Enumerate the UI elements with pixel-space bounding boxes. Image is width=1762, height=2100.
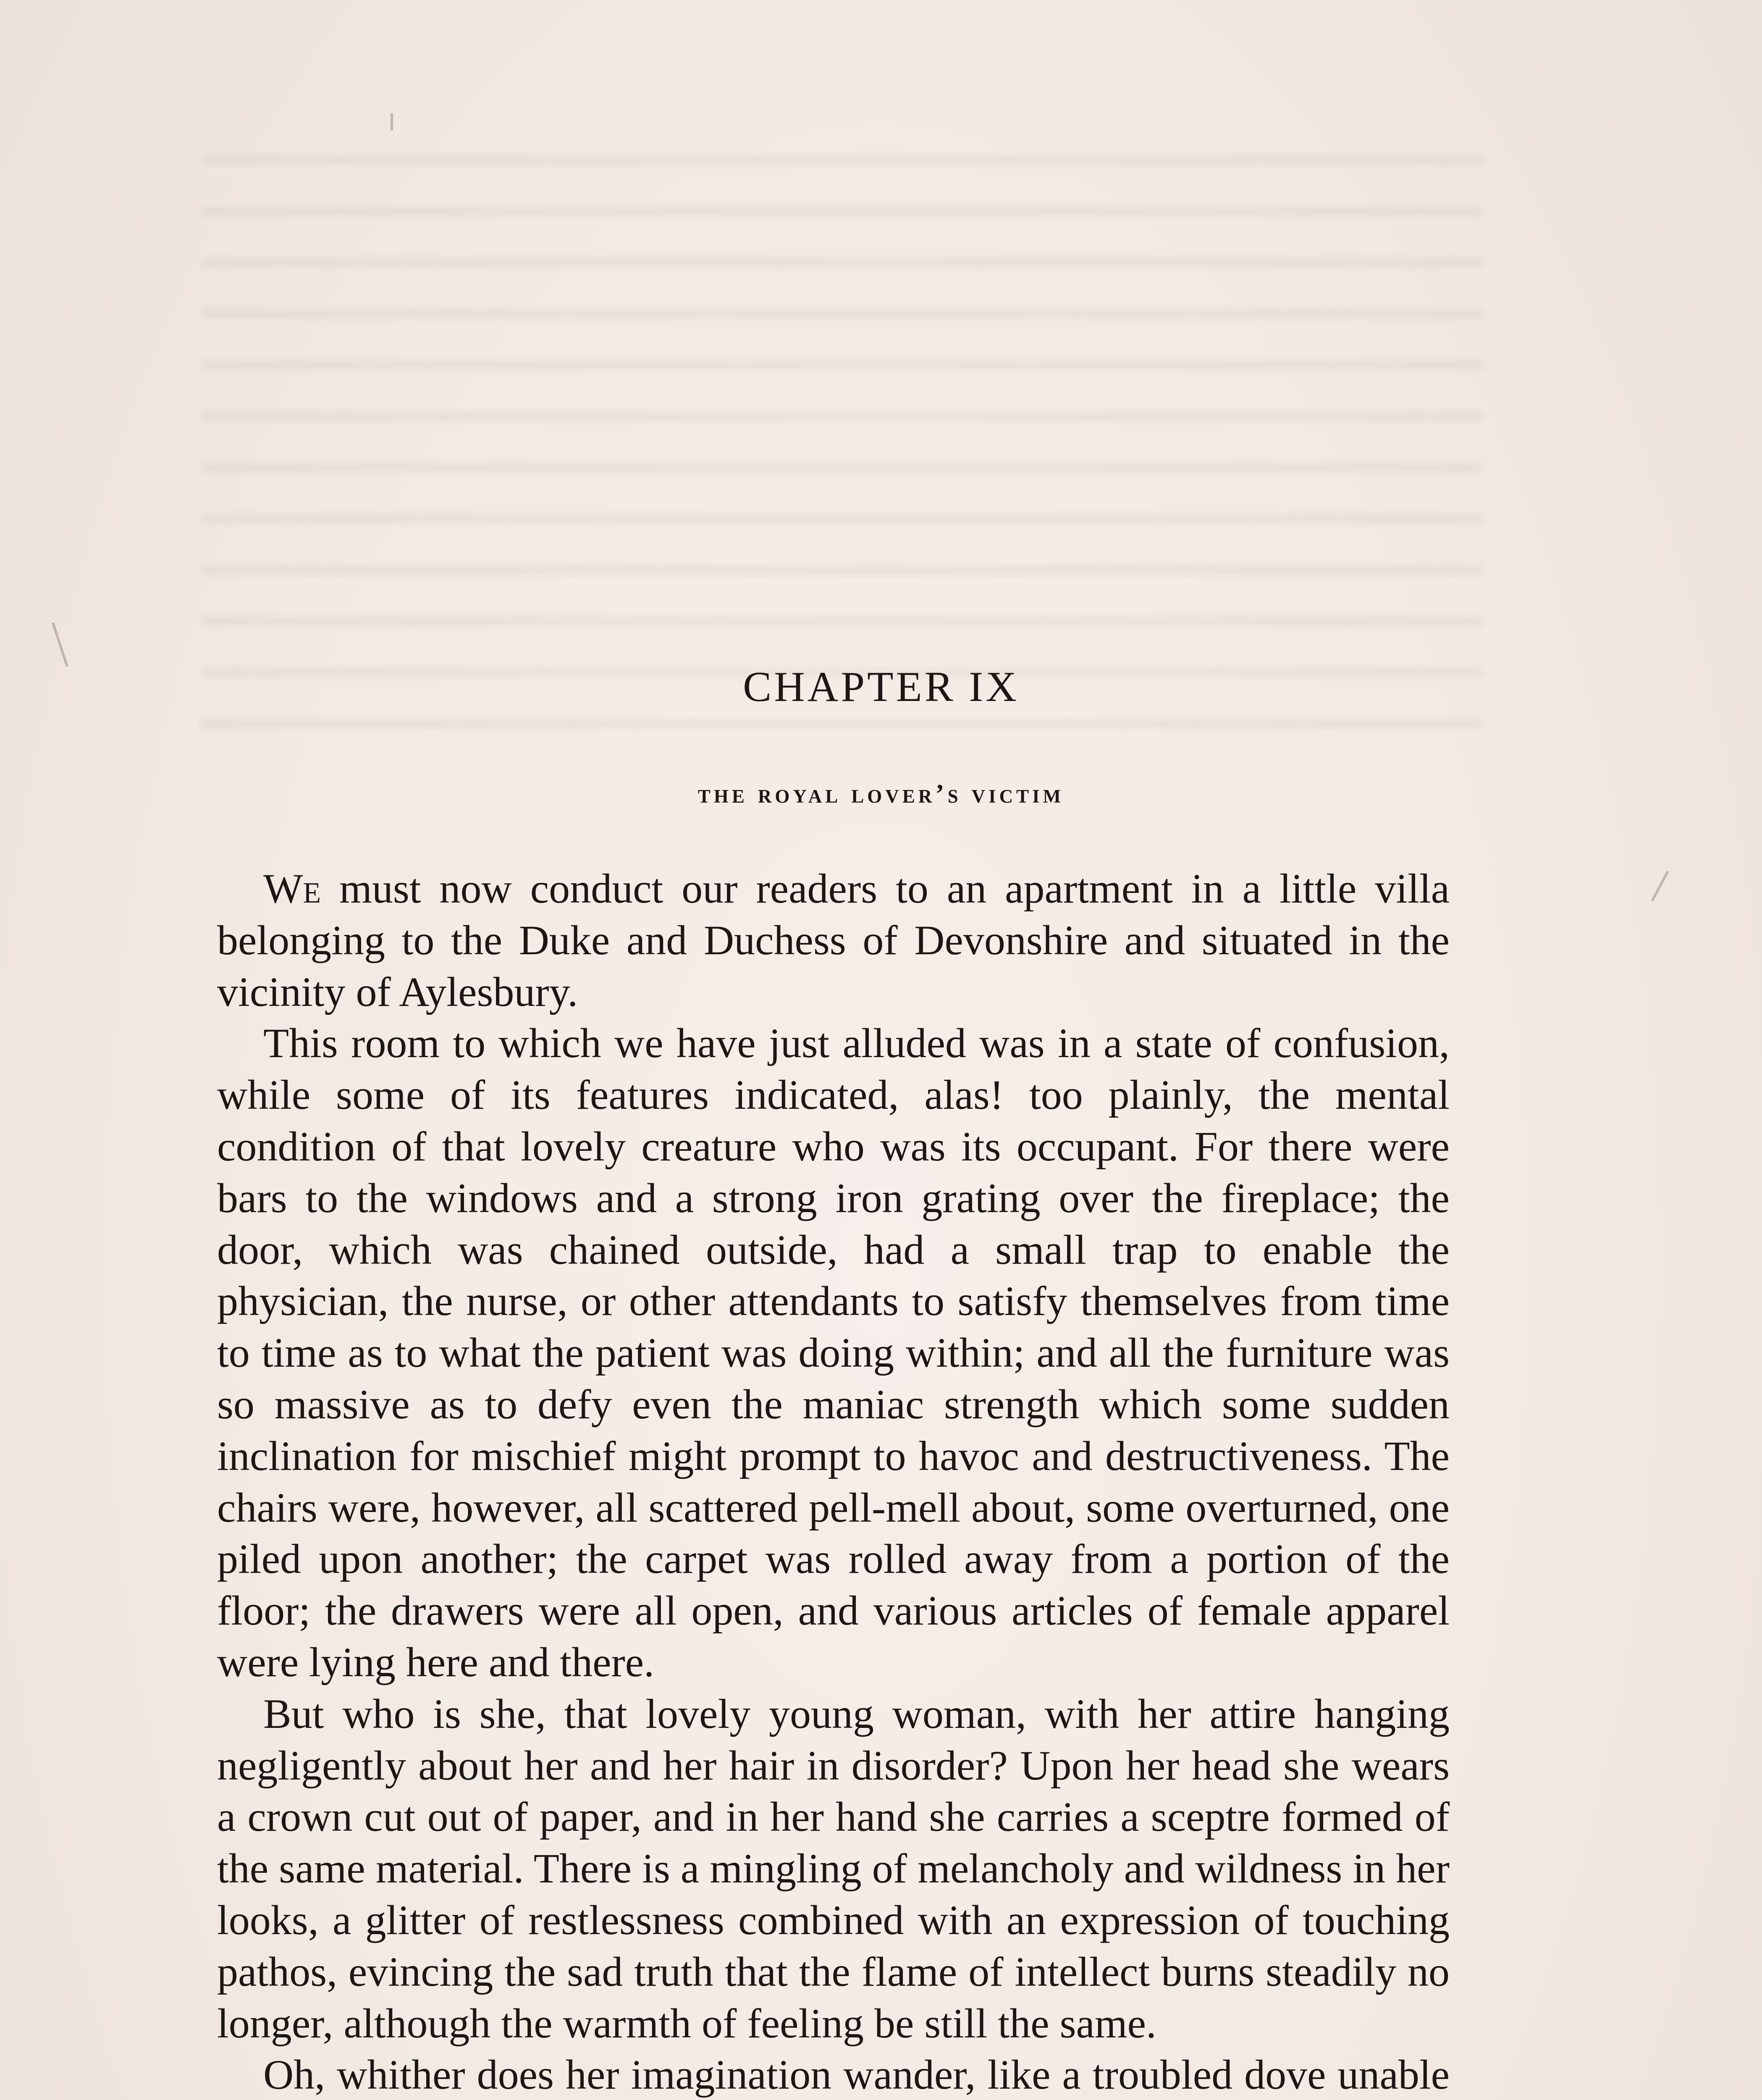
paragraph-text: Oh, whither does her imagination wander, like a troubled dove unable (263, 2051, 1450, 2098)
paragraph (217, 863, 1450, 1018)
paper-mark (1651, 871, 1669, 901)
paragraph (217, 1018, 1450, 1688)
paragraph (217, 1688, 1450, 2050)
chapter-body (217, 863, 1450, 2100)
paper-mark (391, 113, 393, 130)
chapter-subtitle: the royal lover’s victim (697, 779, 1065, 808)
paragraph-lead-word: We (263, 865, 321, 912)
paragraph-text: But who is she, that lovely young woman, with her attire hanging negligently about her and her hair in disorder? Upon her head she wears a crown cut out of paper, and in her hand she carries a sceptre formed of the same material. There is a mingling of melancholy and wildness in her looks, a glitter of restlessness combined with an expression of touching pathos, evincing the sad truth that the flame of intellect burns steadily no longer, although the warmth of feeling be still the same. (217, 1690, 1450, 2047)
paragraph-text: This room to which we have just alluded was in a state of confusion, while some of its features indicated, alas! too plainly, the mental condition of that lovely creature who was its occupant. For there were bars to the windows and a strong iron grating over the fireplace; the door, which was chained outside, had a small trap to enable the physician, the nurse, or other attendants to satisfy themselves from time to time as to what the patient was doing within; and all the furniture was so massive as to defy even the maniac strength which some sudden inclination for mischief might prompt to havoc and destructiveness. The chairs were, however, all scattered pell-mell about, some overturned, one piled upon another; the carpet was rolled away from a portion of the floor; the drawers were all open, and various articles of female apparel were lying here and there. (217, 1020, 1450, 1685)
paragraph-text: must now conduct our readers to an apartment in a little villa belonging to the Duke and Duchess of Devonshire and situated in the vicinity of Aylesbury. (217, 865, 1450, 1015)
paper-mark (52, 622, 68, 667)
chapter-title: CHAPTER IX (743, 663, 1019, 711)
show-through-text (202, 126, 1482, 756)
paragraph (217, 2049, 1450, 2100)
